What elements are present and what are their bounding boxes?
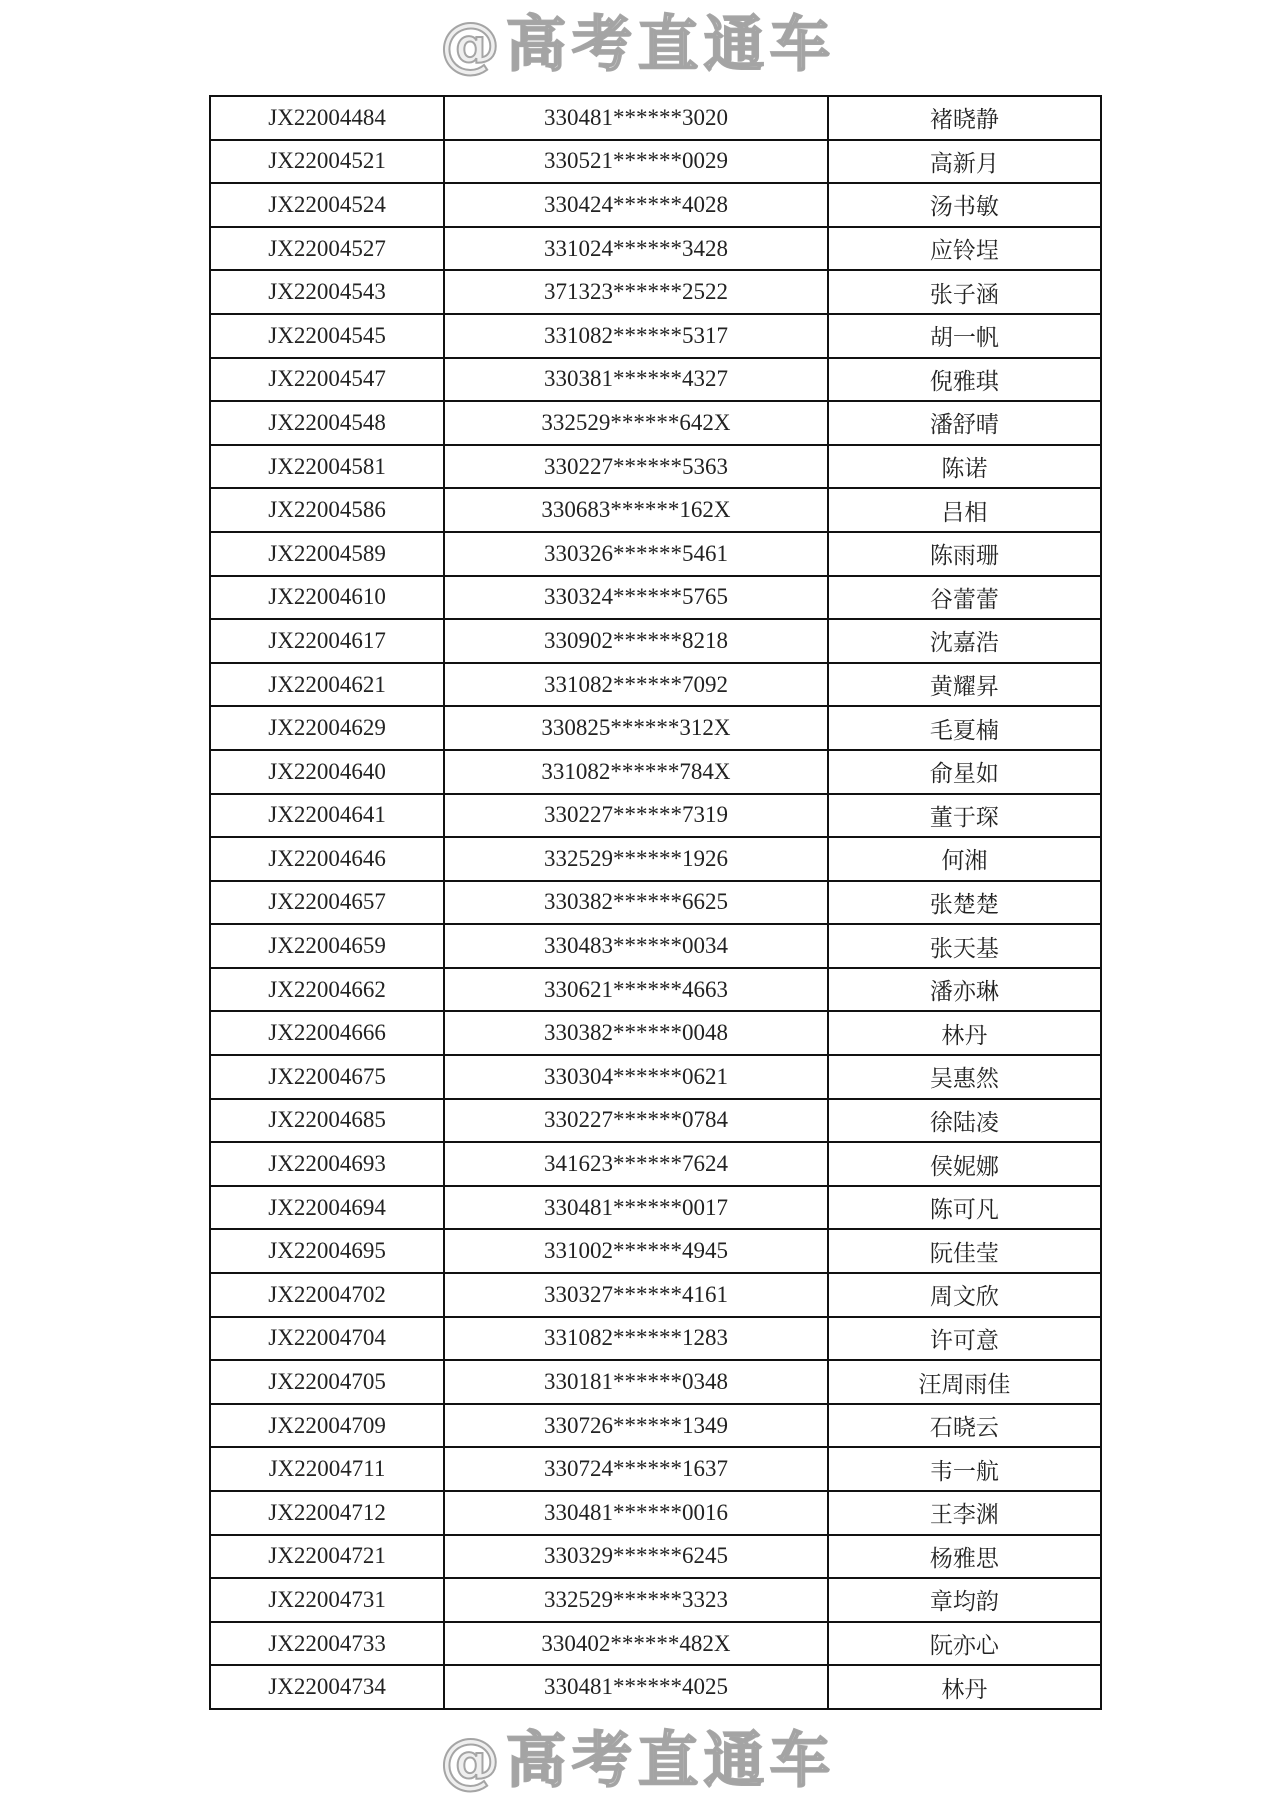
id-card-cell: 331024******3428 [444, 227, 828, 271]
table-row [210, 663, 1101, 707]
table-row [210, 445, 1101, 489]
name-cell: 王李渊 [828, 1491, 1101, 1535]
id-card-cell: 330181******0348 [444, 1360, 828, 1404]
table-row [210, 837, 1101, 881]
name-cell: 沈嘉浩 [828, 619, 1101, 663]
candidate-id-cell: JX22004666 [210, 1011, 444, 1055]
table-row [210, 576, 1101, 620]
name-cell: 汪周雨佳 [828, 1360, 1101, 1404]
candidate-id-cell: JX22004695 [210, 1229, 444, 1273]
id-card-cell: 330481******4025 [444, 1665, 828, 1709]
table-row [210, 1360, 1101, 1404]
table-row [210, 1055, 1101, 1099]
table-row [210, 1099, 1101, 1143]
id-card-cell: 330382******0048 [444, 1011, 828, 1055]
candidate-id-cell: JX22004629 [210, 706, 444, 750]
table-row [210, 881, 1101, 925]
table-row [210, 924, 1101, 968]
id-card-cell: 330825******312X [444, 706, 828, 750]
name-cell: 俞星如 [828, 750, 1101, 794]
name-cell: 侯妮娜 [828, 1142, 1101, 1186]
name-cell: 杨雅思 [828, 1535, 1101, 1579]
name-cell: 陈可凡 [828, 1186, 1101, 1230]
table-row [210, 96, 1101, 140]
id-card-cell: 330521******0029 [444, 140, 828, 184]
table-row [210, 1447, 1101, 1491]
id-card-cell: 330304******0621 [444, 1055, 828, 1099]
name-cell: 阮佳莹 [828, 1229, 1101, 1273]
name-cell: 褚晓静 [828, 96, 1101, 140]
candidate-id-cell: JX22004547 [210, 358, 444, 402]
candidate-id-cell: JX22004640 [210, 750, 444, 794]
candidate-id-cell: JX22004705 [210, 1360, 444, 1404]
id-card-cell: 331082******5317 [444, 314, 828, 358]
name-cell: 章均韵 [828, 1578, 1101, 1622]
candidate-id-cell: JX22004721 [210, 1535, 444, 1579]
candidate-id-cell: JX22004646 [210, 837, 444, 881]
id-card-cell: 330483******0034 [444, 924, 828, 968]
name-cell: 何湘 [828, 837, 1101, 881]
table-row [210, 1142, 1101, 1186]
id-card-cell: 330326******5461 [444, 532, 828, 576]
name-cell: 胡一帆 [828, 314, 1101, 358]
name-cell: 潘舒晴 [828, 401, 1101, 445]
id-card-cell: 330424******4028 [444, 183, 828, 227]
candidate-id-cell: JX22004733 [210, 1622, 444, 1666]
table-row [210, 1317, 1101, 1361]
name-cell: 吴惠然 [828, 1055, 1101, 1099]
id-card-cell: 332529******642X [444, 401, 828, 445]
id-card-cell: 330726******1349 [444, 1404, 828, 1448]
table-row [210, 794, 1101, 838]
id-card-cell: 330324******5765 [444, 576, 828, 620]
table-row [210, 1273, 1101, 1317]
candidate-id-cell: JX22004694 [210, 1186, 444, 1230]
id-card-cell: 330327******4161 [444, 1273, 828, 1317]
id-card-cell: 331082******784X [444, 750, 828, 794]
table-row [210, 140, 1101, 184]
candidate-id-cell: JX22004702 [210, 1273, 444, 1317]
candidate-id-cell: JX22004659 [210, 924, 444, 968]
id-card-cell: 330329******6245 [444, 1535, 828, 1579]
candidate-id-cell: JX22004545 [210, 314, 444, 358]
name-cell: 谷蕾蕾 [828, 576, 1101, 620]
candidate-id-cell: JX22004685 [210, 1099, 444, 1143]
name-cell: 张天基 [828, 924, 1101, 968]
name-cell: 潘亦琳 [828, 968, 1101, 1012]
name-cell: 张楚楚 [828, 881, 1101, 925]
name-cell: 林丹 [828, 1665, 1101, 1709]
candidate-id-cell: JX22004704 [210, 1317, 444, 1361]
candidate-id-cell: JX22004657 [210, 881, 444, 925]
candidate-id-cell: JX22004527 [210, 227, 444, 271]
name-cell: 倪雅琪 [828, 358, 1101, 402]
id-card-cell: 330227******5363 [444, 445, 828, 489]
candidate-id-cell: JX22004581 [210, 445, 444, 489]
id-card-cell: 330381******4327 [444, 358, 828, 402]
table-row [210, 1622, 1101, 1666]
roster-table [209, 95, 1102, 1710]
candidate-id-cell: JX22004711 [210, 1447, 444, 1491]
id-card-cell: 330724******1637 [444, 1447, 828, 1491]
id-card-cell: 330481******0016 [444, 1491, 828, 1535]
id-card-cell: 330621******4663 [444, 968, 828, 1012]
table-row [210, 1186, 1101, 1230]
table-row [210, 227, 1101, 271]
name-cell: 张子涵 [828, 270, 1101, 314]
id-card-cell: 330227******7319 [444, 794, 828, 838]
table-row [210, 488, 1101, 532]
name-cell: 阮亦心 [828, 1622, 1101, 1666]
table-row [210, 401, 1101, 445]
id-card-cell: 330481******3020 [444, 96, 828, 140]
table-row [210, 706, 1101, 750]
name-cell: 应铃埕 [828, 227, 1101, 271]
candidate-id-cell: JX22004734 [210, 1665, 444, 1709]
watermark: @高考直通车 [440, 1726, 836, 1796]
candidate-id-cell: JX22004731 [210, 1578, 444, 1622]
candidate-id-cell: JX22004524 [210, 183, 444, 227]
candidate-id-cell: JX22004484 [210, 96, 444, 140]
table-row [210, 1491, 1101, 1535]
watermark: @高考直通车 [440, 10, 836, 80]
id-card-cell: 330227******0784 [444, 1099, 828, 1143]
name-cell: 周文欣 [828, 1273, 1101, 1317]
table-row [210, 619, 1101, 663]
candidate-id-cell: JX22004589 [210, 532, 444, 576]
candidate-id-cell: JX22004548 [210, 401, 444, 445]
id-card-cell: 330902******8218 [444, 619, 828, 663]
table-row [210, 1229, 1101, 1273]
table-row [210, 968, 1101, 1012]
candidate-id-cell: JX22004617 [210, 619, 444, 663]
table-row [210, 270, 1101, 314]
table-row [210, 358, 1101, 402]
name-cell: 董于琛 [828, 794, 1101, 838]
id-card-cell: 371323******2522 [444, 270, 828, 314]
id-card-cell: 330481******0017 [444, 1186, 828, 1230]
name-cell: 徐陆凌 [828, 1099, 1101, 1143]
table-row [210, 1011, 1101, 1055]
id-card-cell: 331002******4945 [444, 1229, 828, 1273]
table-row [210, 314, 1101, 358]
name-cell: 毛夏楠 [828, 706, 1101, 750]
id-card-cell: 331082******7092 [444, 663, 828, 707]
candidate-id-cell: JX22004712 [210, 1491, 444, 1535]
candidate-id-cell: JX22004543 [210, 270, 444, 314]
candidate-id-cell: JX22004521 [210, 140, 444, 184]
candidate-id-cell: JX22004641 [210, 794, 444, 838]
id-card-cell: 331082******1283 [444, 1317, 828, 1361]
candidate-id-cell: JX22004675 [210, 1055, 444, 1099]
candidate-id-cell: JX22004709 [210, 1404, 444, 1448]
candidate-id-cell: JX22004693 [210, 1142, 444, 1186]
table-row [210, 750, 1101, 794]
id-card-cell: 330683******162X [444, 488, 828, 532]
name-cell: 林丹 [828, 1011, 1101, 1055]
id-card-cell: 341623******7624 [444, 1142, 828, 1186]
id-card-cell: 332529******1926 [444, 837, 828, 881]
name-cell: 陈诺 [828, 445, 1101, 489]
name-cell: 韦一航 [828, 1447, 1101, 1491]
roster-table-body [210, 96, 1101, 1709]
candidate-id-cell: JX22004586 [210, 488, 444, 532]
name-cell: 陈雨珊 [828, 532, 1101, 576]
name-cell: 黄耀昇 [828, 663, 1101, 707]
name-cell: 石晓云 [828, 1404, 1101, 1448]
id-card-cell: 332529******3323 [444, 1578, 828, 1622]
candidate-id-cell: JX22004621 [210, 663, 444, 707]
table-row [210, 532, 1101, 576]
table-row [210, 1404, 1101, 1448]
table-row [210, 1578, 1101, 1622]
table-row [210, 183, 1101, 227]
name-cell: 高新月 [828, 140, 1101, 184]
name-cell: 吕相 [828, 488, 1101, 532]
candidate-id-cell: JX22004662 [210, 968, 444, 1012]
id-card-cell: 330382******6625 [444, 881, 828, 925]
name-cell: 许可意 [828, 1317, 1101, 1361]
candidate-id-cell: JX22004610 [210, 576, 444, 620]
id-card-cell: 330402******482X [444, 1622, 828, 1666]
name-cell: 汤书敏 [828, 183, 1101, 227]
table-row [210, 1665, 1101, 1709]
table-row [210, 1535, 1101, 1579]
